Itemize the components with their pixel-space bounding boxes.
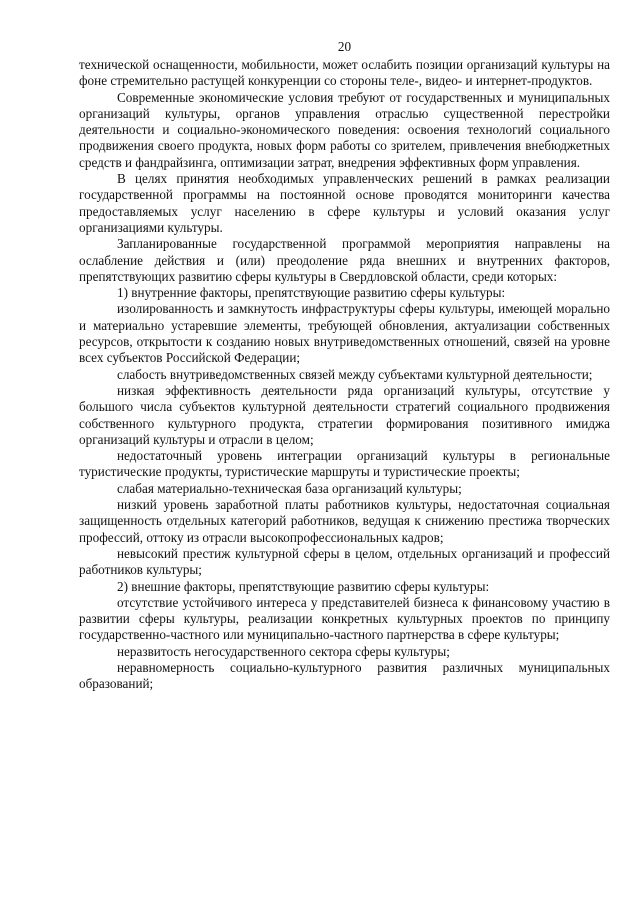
paragraph-monitoring: В целях принятия необходимых управленческих решений в рамках реализации государственной программы на постоянной основе проводятся мониторинги качества предоставляемых услуг населению в сфере культуры и условий оказания услуг организациями культуры. [79, 171, 610, 235]
list-item: неразвитость негосударственного сектора сферы культуры; [117, 643, 450, 659]
paragraph-economic-conditions: Современные экономические условия требуют от государственных и муниципальных организаций культуры, органов управления отраслью существенной перестройки деятельности и социально-экономического поведения: освоения технологий социального продвижения своего продукта, новых форм работы со зрителем, привлечения внебюджетных средств и фандрайзинга, оптимизации затрат, внедрения эффективных форм управления. [79, 89, 610, 170]
list-item: неравномерность социально-культурного развития различных муниципальных образований; [79, 659, 610, 692]
list-item: недостаточный уровень интеграции организаций культуры в региональные туристические продукты, туристические маршруты и туристические проекты; [79, 448, 610, 480]
document-page [79, 37, 610, 693]
list-item: слабость внутриведомственных связей между субъектами культурной деятельности; [117, 366, 593, 382]
heading-internal-factors: 1) внутренние факторы, препятствующие развитию сферы культуры: [117, 285, 506, 301]
paragraph-planned-measures: Запланированные государственной программой мероприятия направлены на ослабление действия и (или) преодоление ряда внешних и внутренних факторов, препятствующих развитию сферы культуры в Свердловской области, среди которых: [79, 236, 610, 284]
paragraph-continuation: технической оснащенности, мобильности, может ослабить позиции организаций культуры на фоне стремительно растущей конкуренции со стороны теле-, видео- и интернет-продуктов. [79, 57, 610, 89]
list-item: изолированность и замкнутость инфраструктуры сферы культуры, имеющей морально и материально устаревшие элементы, требующей обновления, актуализации собственных ресурсов, открытости к созданию новых внутриведомственных отношений, связей на уровне всех субъектов Российской Федерации; [79, 301, 610, 366]
list-item: отсутствие устойчивого интереса у представителей бизнеса к финансовому участию в развитии сферы культуры, реализации конкретных культурных проектов по принципу государственно-частного или муниципально-частного партнерства в сфере культуры; [79, 594, 610, 643]
heading-external-factors: 2) внешние факторы, препятствующие развитию сферы культуры: [117, 578, 490, 594]
page-number: 20 [337, 39, 352, 54]
list-item: низкий уровень заработной платы работников культуры, недостаточная социальная защищенность отдельных категорий работников, ведущая к снижению престижа творческих профессий, оттоку из отрасли высокопрофессиональных кадров; [79, 497, 610, 545]
list-item: невысокий престиж культурной сферы в целом, отдельных организаций и профессий работников культуры; [79, 545, 610, 578]
list-item: слабая материально-техническая база организаций культуры; [117, 480, 462, 496]
list-item: низкая эффективность деятельности ряда организаций культуры, отсутствие у большого числа субъектов культурной деятельности стратегий социального продвижения собственного культурного продукта, стратегии формирования позитивного имиджа организаций культуры и отрасли в целом; [79, 382, 610, 447]
